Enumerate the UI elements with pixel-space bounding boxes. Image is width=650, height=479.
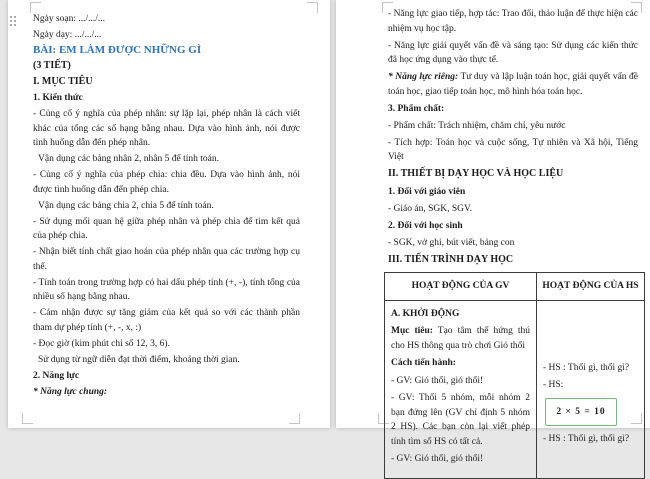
subsection-giao-vien: 1. Đối với giáo viên: [388, 186, 466, 197]
column-header-hs: HOẠT ĐỘNG CỦA HS: [537, 273, 645, 301]
paragraph: - Tích hợp: Toán học và cuộc sống, Tự nhiên và Xã hội, Tiếng Việt: [388, 137, 638, 162]
paragraph: - Tính toán trong trường hợp có hai dấu phép tính (+, -), tính tổng của nhiều số hạng bằng nhau.: [33, 277, 300, 302]
date-taught: Ngày dạy: .../.../...: [33, 30, 102, 40]
paragraph: - Sử dụng mối quan hệ giữa phép nhân và phép chia để tìm kết quả của phép chia.: [33, 216, 300, 241]
gv-line: - GV: Gió thổi, gió thổi!: [391, 454, 484, 464]
nang-luc-rieng-text: Tư duy và lập luận toán học, giải quyết vấn đề toán học, giao tiếp toán học, mô hình hóa toán học.: [388, 72, 638, 97]
activity-objective: [391, 324, 530, 353]
table-header-row: [385, 273, 645, 301]
section-thiet-bi: II. THIẾT BỊ DẠY HỌC VÀ HỌC LIỆU: [388, 168, 564, 179]
hs-line: - HS : Thổi gì, thổi gì?: [543, 362, 630, 373]
nang-luc-rieng-label: * Năng lực riêng:: [388, 72, 459, 82]
activity-heading: A. KHỞI ĐỘNG: [391, 308, 460, 319]
paragraph: - Nhận biết tính chất giao hoán của phép nhân qua các trường hợp cụ thể.: [33, 247, 300, 272]
method-label: Cách tiến hành:: [391, 358, 456, 368]
equation-box: 2 × 5 = 10: [545, 398, 617, 427]
subsection-kien-thuc: 1. Kiến thức: [33, 93, 83, 103]
hs-activity-cell: [537, 300, 645, 478]
nang-luc-rieng: [388, 70, 638, 99]
paragraph: - SGK, vở ghi, bút viết, bảng con: [388, 237, 515, 248]
gv-line: - GV: Gió thổi, gió thổi!: [391, 375, 484, 386]
subsection-hoc-sinh: 2. Đối với học sinh: [388, 220, 463, 231]
paragraph: Sử dụng từ ngữ diễn đạt thời điểm, khoảng thời gian.: [38, 354, 240, 365]
paragraph: - Năng lực giao tiếp, hợp tác: Trao đổi, thảo luận để thực hiện các nhiệm vụ học tập.: [388, 9, 638, 34]
paragraph: - Cảm nhận được sự tăng giảm của kết quả so với các thành phần tham dự phép tính (+, -, x, :): [33, 308, 300, 333]
subsection-nang-luc: 2. Năng lực: [33, 370, 80, 381]
paragraph: - Củng cố ý nghĩa của phép nhân: sự lặp lại, phép nhân là cách viết khác của tổng các số hạng bằng nhau. Dựa vào hình ảnh, nói được tình huống dẫn đến phép nhân.: [33, 109, 300, 148]
gv-line: - GV: Thổi 5 nhóm, mỗi nhóm 2 bạn đứng lên (GV chỉ định 5 nhóm 2 HS). Các bạn còn lại viết phép tính tìm số HS có tất cả.: [391, 393, 530, 447]
hs-line: - HS : Thổi gì, thổi gì?: [543, 434, 630, 444]
spacer: [543, 307, 638, 361]
objective-label: Mục tiêu:: [391, 326, 433, 336]
table-row: [385, 300, 645, 478]
paragraph: - Phẩm chất: Trách nhiệm, chăm chỉ, yêu nước: [388, 120, 566, 131]
page-1: [8, 0, 330, 428]
text-boundary-mark: [22, 413, 33, 424]
paragraph: - Củng cố ý nghĩa của phép chia: chia đều. Dựa vào hình ảnh, nói được tình huống dẫn đến phép chia.: [33, 170, 300, 195]
paragraph: - Năng lực giải quyết vấn đề và sáng tạo: Sử dụng các kiến thức đã học ứng dụng vào thực tế.: [388, 40, 638, 65]
nang-luc-chung-label: * Năng lực chung:: [33, 386, 108, 397]
hs-line: - HS:: [543, 380, 564, 390]
page-1-content: [8, 0, 330, 399]
lesson-activities-table: [384, 272, 645, 479]
page-2-content: [336, 0, 650, 479]
paragraph: - Đọc giờ (kim phút chỉ số 12, 3, 6).: [33, 338, 170, 349]
lesson-duration: (3 TIẾT): [33, 59, 71, 71]
paragraph: - Giáo án, SGK, SGV.: [388, 203, 473, 214]
text-boundary-mark: [289, 413, 300, 424]
column-header-gv: HOẠT ĐỘNG CỦA GV: [385, 273, 537, 301]
page-2: [336, 0, 650, 464]
section-muc-tieu: I. MỤC TIÊU: [33, 76, 93, 87]
gv-activity-cell: [385, 300, 537, 478]
date-prepared: Ngày soạn: .../.../...: [33, 14, 106, 24]
objective-text: Tạo tâm thế hứng thú cho HS thông qua trò chơi Gió thổi: [391, 326, 530, 351]
lesson-title: BÀI: EM LÀM ĐƯỢC NHỮNG GÌ: [33, 44, 202, 56]
section-tien-trinh: III. TIẾN TRÌNH DẠY HỌC: [388, 253, 514, 265]
subsection-pham-chat: 3. Phẩm chất:: [388, 103, 445, 114]
paragraph: Vận dụng các bảng nhân 2, nhân 5 để tính toán.: [38, 154, 219, 164]
paragraph: Vận dụng các bảng chia 2, chia 5 để tính toán.: [38, 200, 214, 211]
